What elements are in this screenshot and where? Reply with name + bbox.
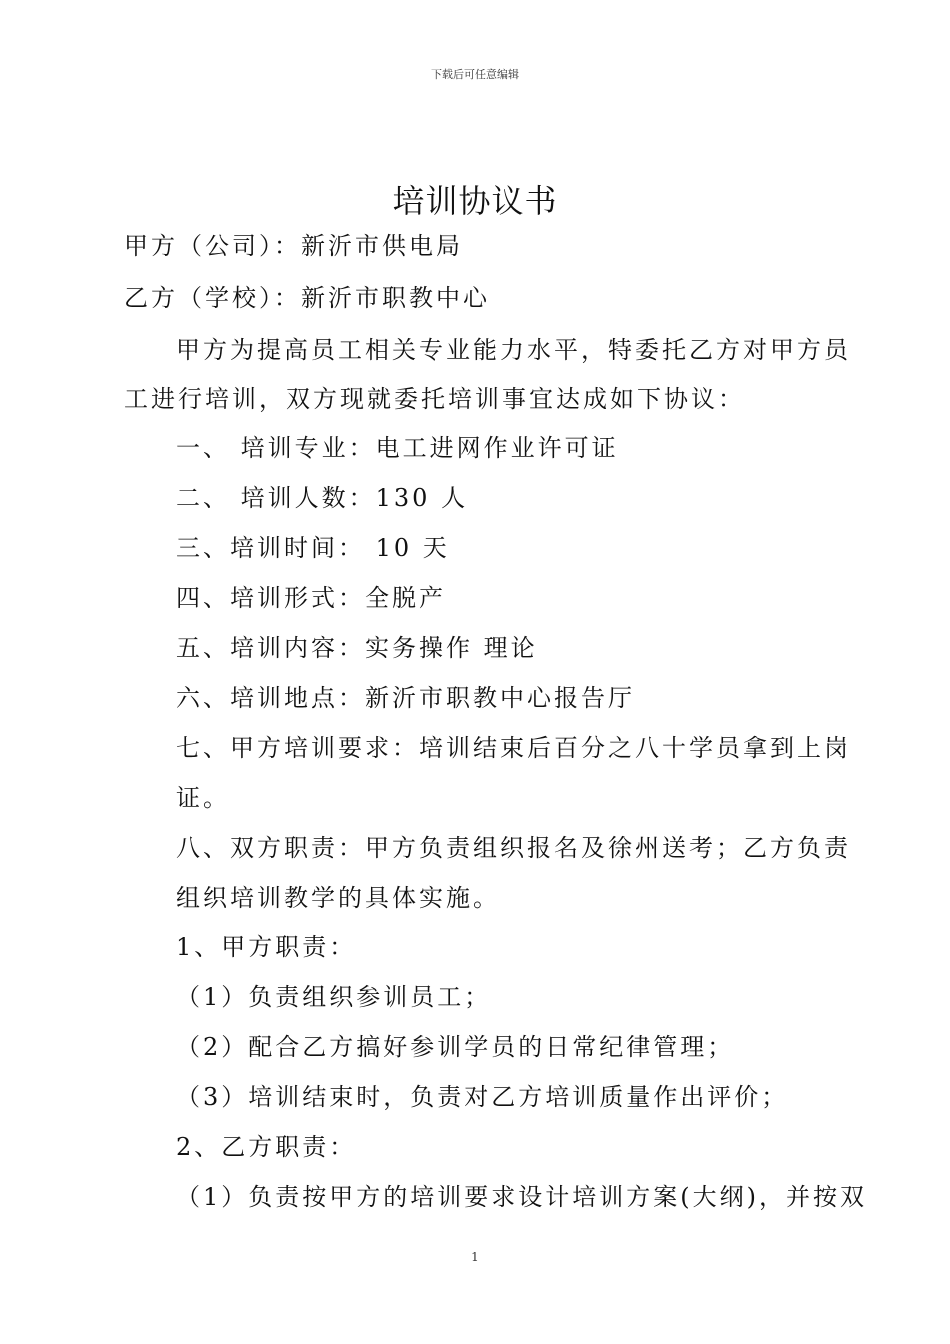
document-title: 培训协议书 (392, 182, 558, 220)
clause-8-line-1: 八、双方职责：甲方负责组织报名及徐州送考；乙方负责 (176, 834, 851, 862)
party-b-duties-heading: 2、乙方职责： (176, 1133, 357, 1161)
clause-6: 六、培训地点：新沂市职教中心报告厅 (176, 684, 635, 712)
party-a-duty-2: （2）配合乙方搞好参训学员的日常纪律管理； (176, 1033, 735, 1061)
party-b-duty-1: （1）负责按甲方的培训要求设计培训方案(大纲)，并按双 (176, 1183, 867, 1211)
intro-paragraph-line-2: 工进行培训，双方现就委托培训事宜达成如下协议： (124, 385, 745, 413)
clause-4: 四、培训形式：全脱产 (176, 584, 446, 612)
clause-3: 三、培训时间： 10 天 (176, 534, 450, 562)
party-a-duty-1: （1）负责组织参训员工； (176, 983, 492, 1011)
clause-5: 五、培训内容：实务操作 理论 (176, 634, 538, 662)
page-number: 1 (471, 1250, 479, 1264)
intro-paragraph-line-1: 甲方为提高员工相关专业能力水平，特委托乙方对甲方员 (176, 336, 851, 364)
clause-7-line-2: 证。 (176, 784, 230, 812)
clause-2: 二、 培训人数：130 人 (176, 484, 469, 512)
party-a-line: 甲方（公司）：新沂市供电局 (124, 232, 463, 260)
party-a-duty-3: （3）培训结束时，负责对乙方培训质量作出评价； (176, 1083, 789, 1111)
party-a-duties-heading: 1、甲方职责： (176, 933, 357, 961)
clause-1: 一、 培训专业：电工进网作业许可证 (176, 434, 619, 462)
clause-8-line-2: 组织培训教学的具体实施。 (176, 884, 500, 912)
party-b-line: 乙方（学校）：新沂市职教中心 (124, 284, 490, 312)
clause-7-line-1: 七、甲方培训要求：培训结束后百分之八十学员拿到上岗 (176, 734, 851, 762)
page-header-note: 下载后可任意编辑 (431, 68, 519, 81)
